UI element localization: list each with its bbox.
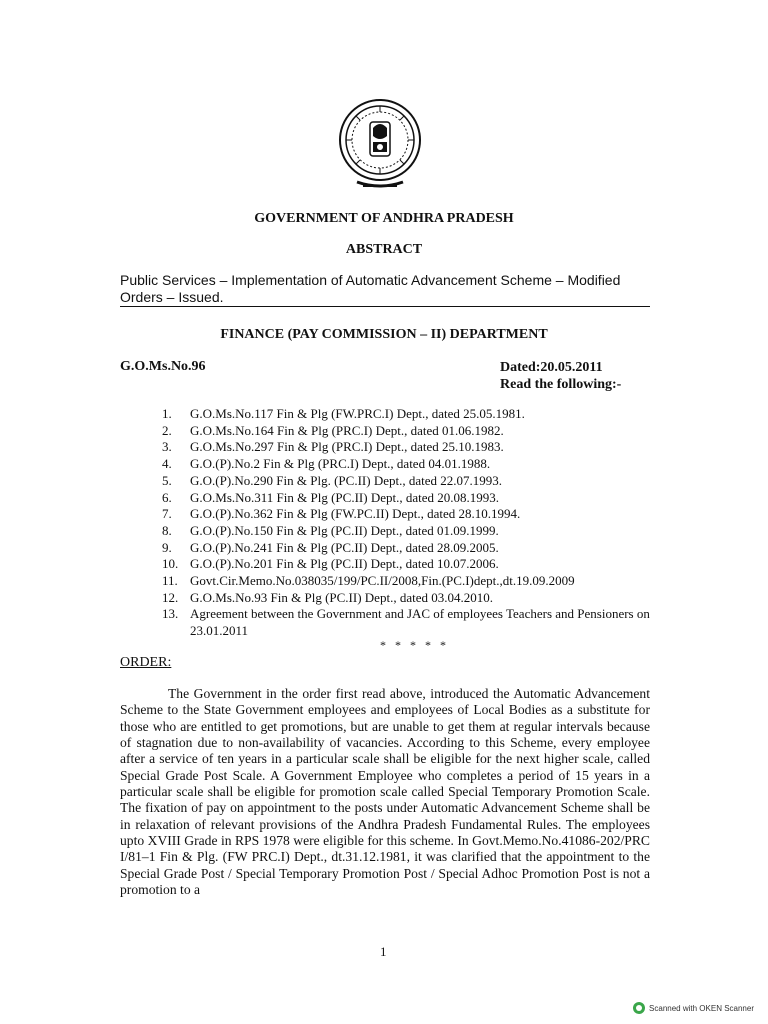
reference-number: 7. xyxy=(162,506,172,522)
reference-text: G.O.Ms.No.297 Fin & Plg (PRC.I) Dept., dated 25.10.1983. xyxy=(190,439,504,455)
reference-text: Agreement between the Government and JAC of employees Teachers and Pensioners on 23.01.2011 xyxy=(190,606,650,639)
go-number: G.O.Ms.No.96 xyxy=(120,359,206,374)
list-item xyxy=(162,439,652,456)
reference-number: 8. xyxy=(162,522,172,538)
reference-text: G.O.Ms.No.93 Fin & Plg (PC.II) Dept., dated 03.04.2010. xyxy=(190,589,493,605)
department-heading: FINANCE (PAY COMMISSION – II) DEPARTMENT xyxy=(220,327,548,342)
reference-text: G.O.(P).No.241 Fin & Plg (PC.II) Dept., dated 28.09.2005. xyxy=(190,539,499,555)
reference-number: 6. xyxy=(162,489,172,505)
read-following-label: Read the following:- xyxy=(500,377,622,392)
reference-number: 3. xyxy=(162,439,172,455)
list-item xyxy=(162,523,652,540)
reference-text: Govt.Cir.Memo.No.038035/199/PC.II/2008,Fin.(PC.I)dept.,dt.19.09.2009 xyxy=(190,573,575,589)
reference-number: 10. xyxy=(162,556,179,572)
separator-stars: * * * * * xyxy=(380,638,449,652)
reference-number: 11. xyxy=(162,573,178,589)
divider xyxy=(120,306,650,307)
reference-text: G.O.(P).No.290 Fin & Plg. (PC.II) Dept., dated 22.07.1993. xyxy=(190,472,502,488)
order-heading: ORDER: xyxy=(120,655,172,670)
list-item xyxy=(162,590,652,607)
list-item xyxy=(162,556,652,573)
list-item xyxy=(162,456,652,473)
andhra-pradesh-emblem-icon xyxy=(337,98,423,192)
list-item xyxy=(162,573,652,590)
list-item xyxy=(162,506,652,523)
reference-text: G.O.Ms.No.311 Fin & Plg (PC.II) Dept., dated 20.08.1993. xyxy=(190,489,499,505)
reference-text: G.O.(P).No.362 Fin & Plg (FW.PC.II) Dept., dated 28.10.1994. xyxy=(190,506,521,522)
list-item xyxy=(162,423,652,440)
order-paragraph: The Government in the order first read above, introduced the Automatic Advancement Scheme to the State Government employees and employees of Local Bodies as a substitute for those who are entitled to get promotions, but are unable to get them at regular intervals because of stagnation due to non-availability of vacancies. According to this Scheme, every employee after a service of ten years in a particular scale shall be eligible for the next higher scale, called Special Grade Post Scale. A Government Employee who completes a period of 15 years in a particular scale shall be eligible for promotion scale called Special Temporary Promotion Scale. The fixation of pay on appointment to the posts under Automatic Advancement Scheme shall be in relaxation of relevant provisions of the Andhra Pradesh Fundamental Rules. The employees upto XVIII Grade in RPS 1978 were eligible for this scheme. In Govt.Memo.No.41086-202/PRC I/81–1 Fin & Plg. (FW PRC.I) Dept., dt.31.12.1981, it was clarified that the appointment to the Special Grade Post / Special Temporary Promotion Post / Special Adhoc Promotion Post is not a promotion to a xyxy=(120,686,650,898)
oken-scanner-logo-icon xyxy=(633,1002,645,1014)
list-item xyxy=(162,490,652,507)
reference-number: 5. xyxy=(162,472,172,488)
reference-number: 13. xyxy=(162,606,179,622)
scanner-watermark-text: Scanned with OKEN Scanner xyxy=(649,1003,754,1013)
abstract-heading: ABSTRACT xyxy=(345,242,423,257)
reference-list xyxy=(162,406,652,640)
reference-text: G.O.(P).No.2 Fin & Plg (PRC.I) Dept., dated 04.01.1988. xyxy=(190,456,491,472)
reference-number: 12. xyxy=(162,589,179,605)
subject-line: Public Services – Implementation of Automatic Advancement Scheme – Modified Orders – Issued. xyxy=(120,272,621,305)
government-title: GOVERNMENT OF ANDHRA PRADESH xyxy=(254,211,514,226)
go-date: Dated:20.05.2011 xyxy=(500,360,603,375)
reference-text: G.O.(P).No.201 Fin & Plg (PC.II) Dept., dated 10.07.2006. xyxy=(190,556,499,572)
list-item xyxy=(162,540,652,557)
date-block xyxy=(500,359,621,393)
reference-number: 2. xyxy=(162,422,172,438)
page-number: 1 xyxy=(380,944,387,959)
scanner-watermark xyxy=(633,1002,754,1014)
list-item xyxy=(162,406,652,423)
reference-number: 1. xyxy=(162,406,172,421)
reference-text: G.O.Ms.No.117 Fin & Plg (FW.PRC.I) Dept., dated 25.05.1981. xyxy=(190,406,525,421)
reference-number: 4. xyxy=(162,456,172,472)
reference-text: G.O.Ms.No.164 Fin & Plg (PRC.I) Dept., dated 01.06.1982. xyxy=(190,422,504,438)
list-item xyxy=(162,473,652,490)
list-item xyxy=(162,606,652,639)
reference-text: G.O.(P).No.150 Fin & Plg (PC.II) Dept., dated 01.09.1999. xyxy=(190,522,499,538)
reference-number: 9. xyxy=(162,539,172,555)
